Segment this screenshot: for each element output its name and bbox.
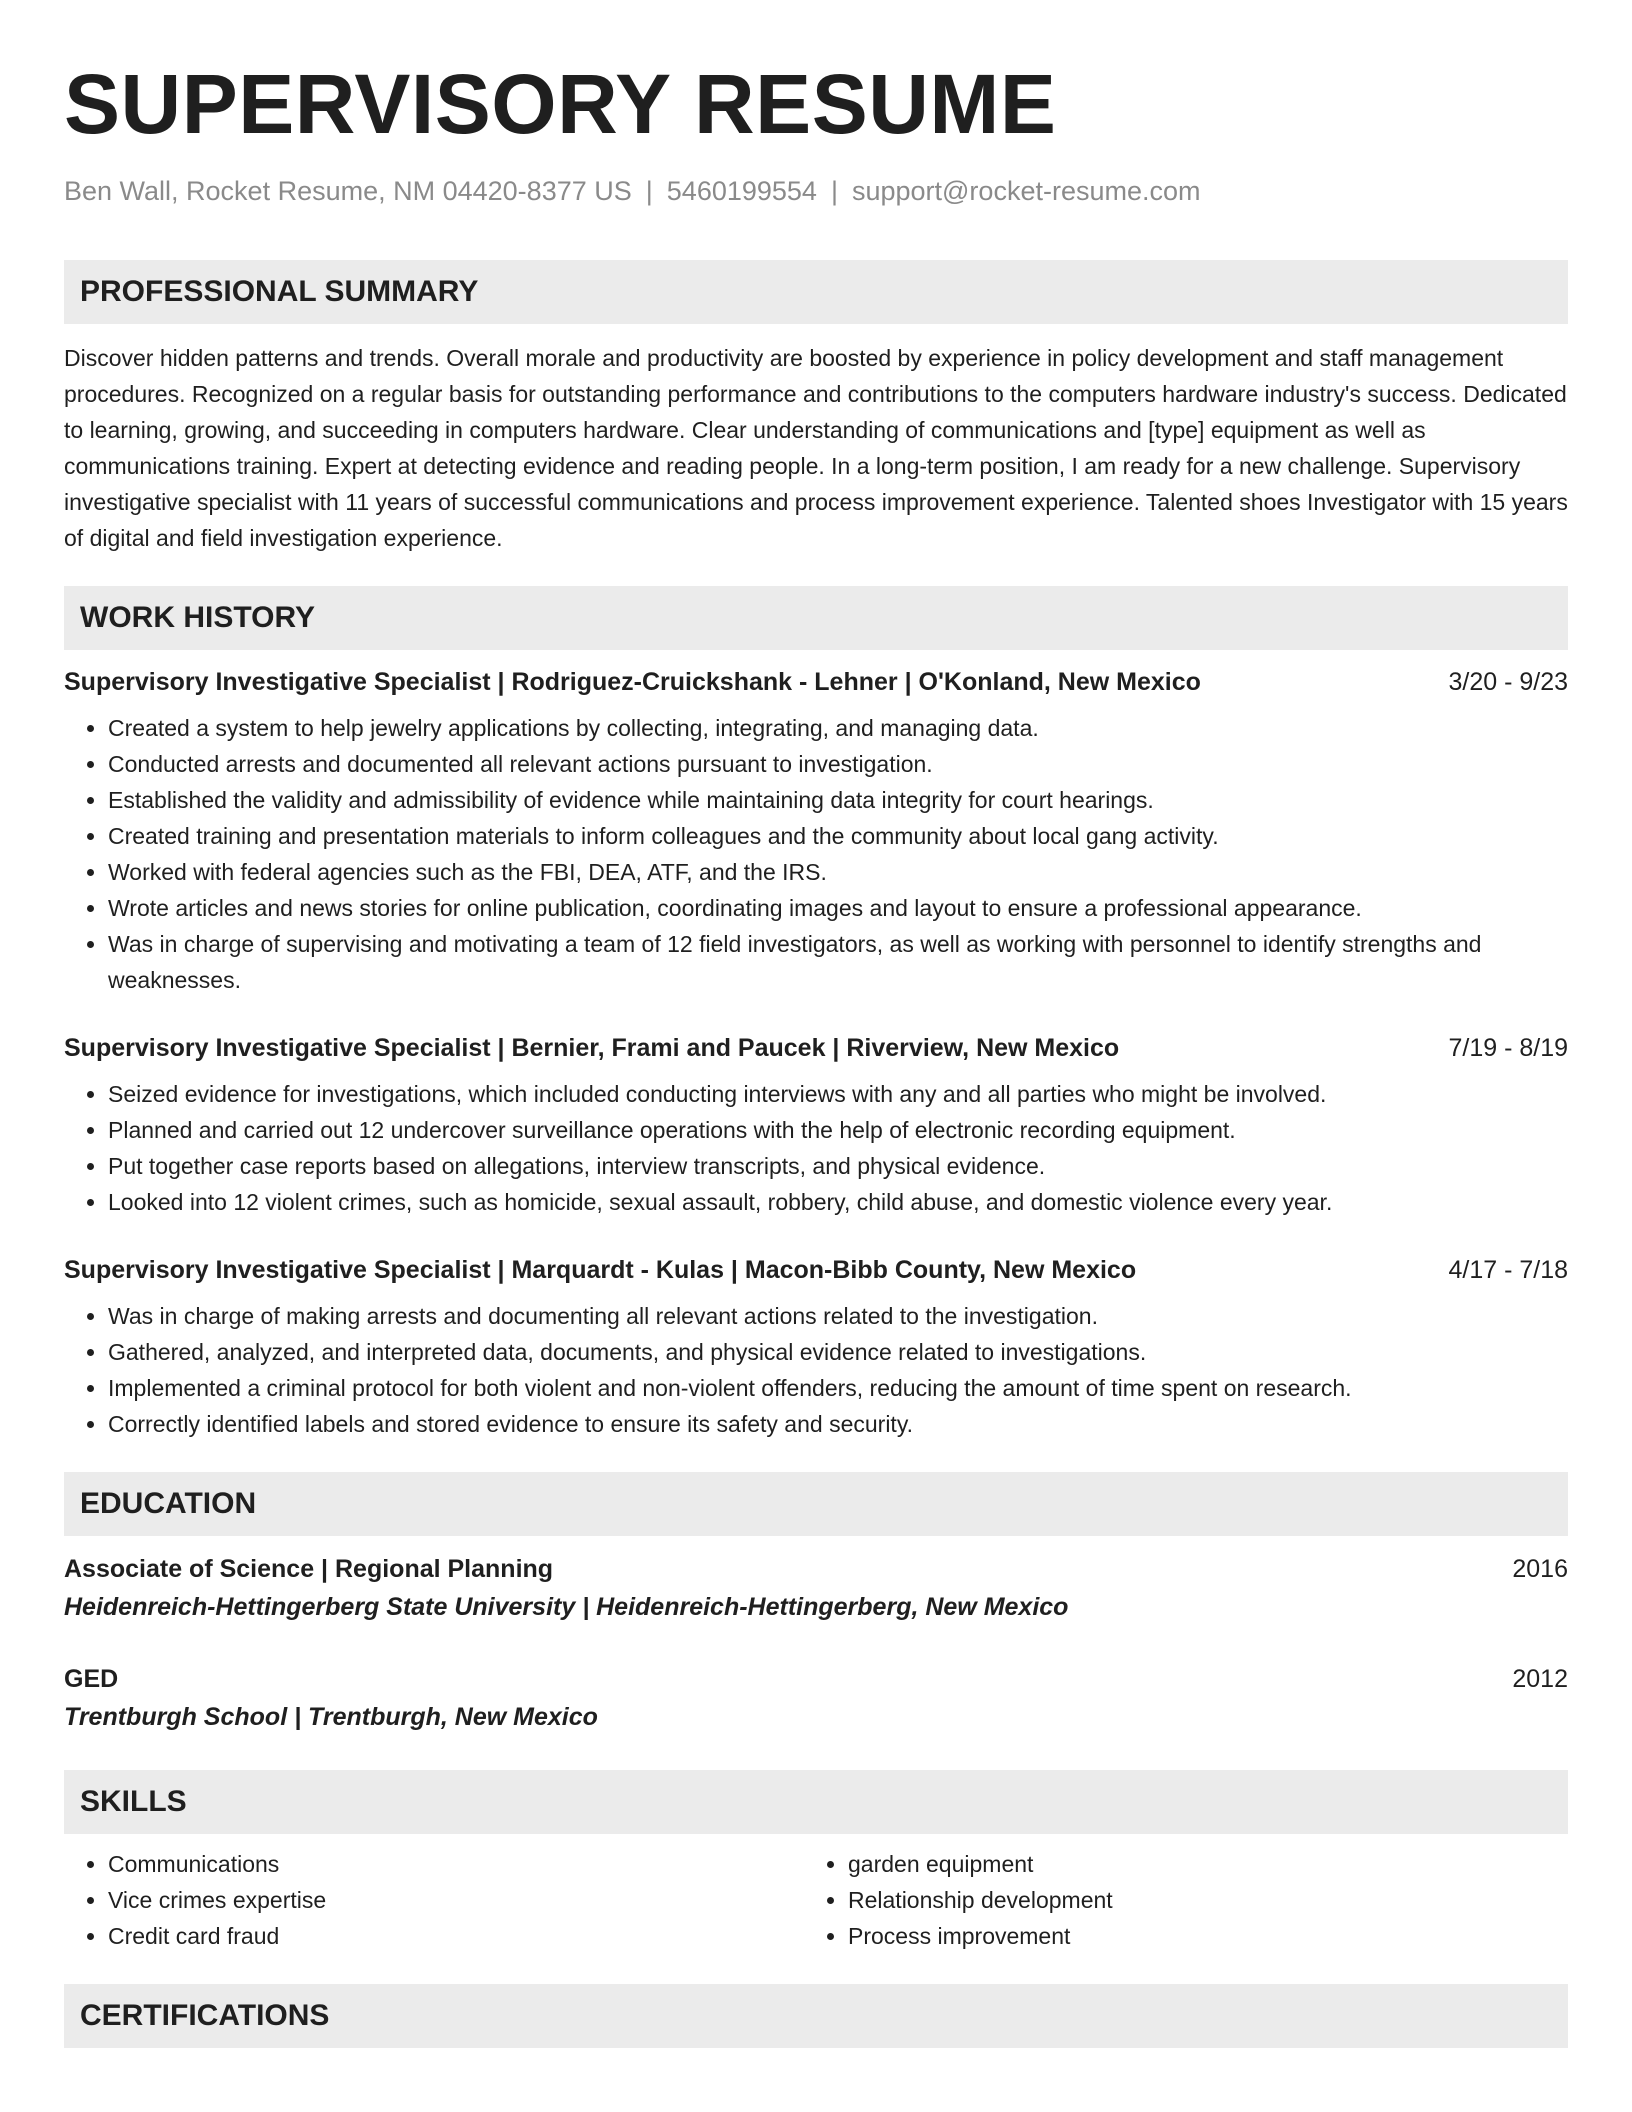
list-item: • Was in charge of making arrests and documenting all relevant actions related to the investigation. — [108, 1298, 1568, 1334]
education-header — [64, 1660, 1568, 1698]
job-title: Supervisory Investigative Specialist | Bernier, Frami and Paucek | Riverview, New Mexico — [64, 1034, 1120, 1062]
education-entry — [64, 1660, 1568, 1736]
education-school: Trentburgh School | Trentburgh, New Mexico — [64, 1703, 598, 1731]
skill-item: • Relationship development — [848, 1882, 1544, 1918]
skills-column-left — [64, 1834, 804, 1954]
education-year: 2012 — [1512, 1665, 1568, 1693]
list-item: • Created a system to help jewelry applications by collecting, integrating, and managing data. — [108, 710, 1568, 746]
education-degree: GED — [64, 1665, 119, 1693]
education-degree: Associate of Science | Regional Planning — [64, 1555, 554, 1583]
job-dates: 7/19 - 8/19 — [1448, 1034, 1568, 1062]
section-header-skills — [64, 1770, 1568, 1834]
list-item: • Planned and carried out 12 undercover surveillance operations with the help of electronic recording equipment. — [108, 1112, 1568, 1148]
contact-separator: | — [830, 176, 838, 206]
skill-item: • garden equipment — [848, 1846, 1544, 1882]
list-item: • Implemented a criminal protocol for both violent and non-violent offenders, reducing the amount of time spent on research. — [108, 1370, 1568, 1406]
contact-separator: | — [645, 176, 653, 206]
skill-item: • Communications — [108, 1846, 804, 1882]
summary-text: Discover hidden patterns and trends. Overall morale and productivity are boosted by experience in policy development and staff management procedures. Recognized on a regular basis for outstanding performance and contributions to the computers hardware industry's success. Dedicated to learning, growing, and succeeding in computers hardware. Clear understanding of communications and [type] equipment as well as communications training. Expert at detecting evidence and reading people. In a long-term position, I am ready for a new challenge. Supervisory investigative specialist with 11 years of successful communications and process improvement experience. Talented shoes Investigator with 15 years of digital and field investigation experience. — [64, 345, 1568, 551]
job-title: Supervisory Investigative Specialist | Marquardt - Kulas | Macon-Bibb County, New Mexico — [64, 1256, 1137, 1284]
list-item: • Created training and presentation materials to inform colleagues and the community about local gang activity. — [108, 818, 1568, 854]
job-header — [64, 1252, 1568, 1288]
section-title: PROFESSIONAL SUMMARY — [80, 275, 479, 308]
section-header-work-history — [64, 586, 1568, 650]
job-entry — [64, 1252, 1568, 1442]
education-header — [64, 1550, 1568, 1588]
list-item: • Correctly identified labels and stored evidence to ensure its safety and security. — [108, 1406, 1568, 1442]
list-item: • Gathered, analyzed, and interpreted data, documents, and physical evidence related to investigations. — [108, 1334, 1568, 1370]
job-entry — [64, 664, 1568, 998]
list-item: • Seized evidence for investigations, which included conducting interviews with any and all parties who might be involved. — [108, 1076, 1568, 1112]
list-item: • Worked with federal agencies such as the FBI, DEA, ATF, and the IRS. — [108, 854, 1568, 890]
list-item: • Established the validity and admissibility of evidence while maintaining data integrity for court hearings. — [108, 782, 1568, 818]
resume-title: SUPERVISORY RESUME — [64, 57, 1057, 151]
job-bullets — [64, 1076, 1568, 1220]
skill-item: • Process improvement — [848, 1918, 1544, 1954]
skill-item: • Credit card fraud — [108, 1918, 804, 1954]
section-header-education — [64, 1472, 1568, 1536]
section-header-certifications — [64, 1984, 1568, 2048]
list-item: • Looked into 12 violent crimes, such as homicide, sexual assault, robbery, child abuse, and domestic violence every year. — [108, 1184, 1568, 1220]
skills-column-right — [804, 1834, 1544, 1954]
skills-grid — [64, 1834, 1568, 1954]
contact-address: Ben Wall, Rocket Resume, NM 04420-8377 US — [64, 176, 632, 206]
list-item: • Wrote articles and news stories for online publication, coordinating images and layout to ensure a professional appearance. — [108, 890, 1568, 926]
job-bullets — [64, 710, 1568, 998]
education-school: Heidenreich-Hettingerberg State University | Heidenreich-Hettingerberg, New Mexico — [64, 1593, 1069, 1621]
job-header — [64, 664, 1568, 700]
section-title: WORK HISTORY — [80, 601, 316, 634]
education-year: 2016 — [1512, 1555, 1568, 1583]
section-title: SKILLS — [80, 1785, 187, 1818]
section-title: CERTIFICATIONS — [80, 1999, 330, 2032]
job-title: Supervisory Investigative Specialist | Rodriguez-Cruickshank - Lehner | O'Konland, New Mexico — [64, 668, 1201, 696]
job-header — [64, 1030, 1568, 1066]
job-dates: 4/17 - 7/18 — [1448, 1256, 1568, 1284]
list-item: • Conducted arrests and documented all relevant actions pursuant to investigation. — [108, 746, 1568, 782]
contact-line — [64, 174, 1568, 208]
section-title: EDUCATION — [80, 1487, 257, 1520]
skill-item: • Vice crimes expertise — [108, 1882, 804, 1918]
section-header-summary — [64, 260, 1568, 324]
job-bullets — [64, 1298, 1568, 1442]
list-item: • Was in charge of supervising and motivating a team of 12 field investigators, as well as working with personnel to identify strengths and weaknesses. — [108, 926, 1568, 998]
job-dates: 3/20 - 9/23 — [1448, 668, 1568, 696]
skills-list — [804, 1846, 1544, 1954]
list-item: • Put together case reports based on allegations, interview transcripts, and physical evidence. — [108, 1148, 1568, 1184]
job-entry — [64, 1030, 1568, 1220]
contact-email: support@rocket-resume.com — [851, 176, 1201, 206]
contact-phone: 5460199554 — [666, 176, 817, 206]
education-entry — [64, 1550, 1568, 1626]
skills-list — [64, 1846, 804, 1954]
